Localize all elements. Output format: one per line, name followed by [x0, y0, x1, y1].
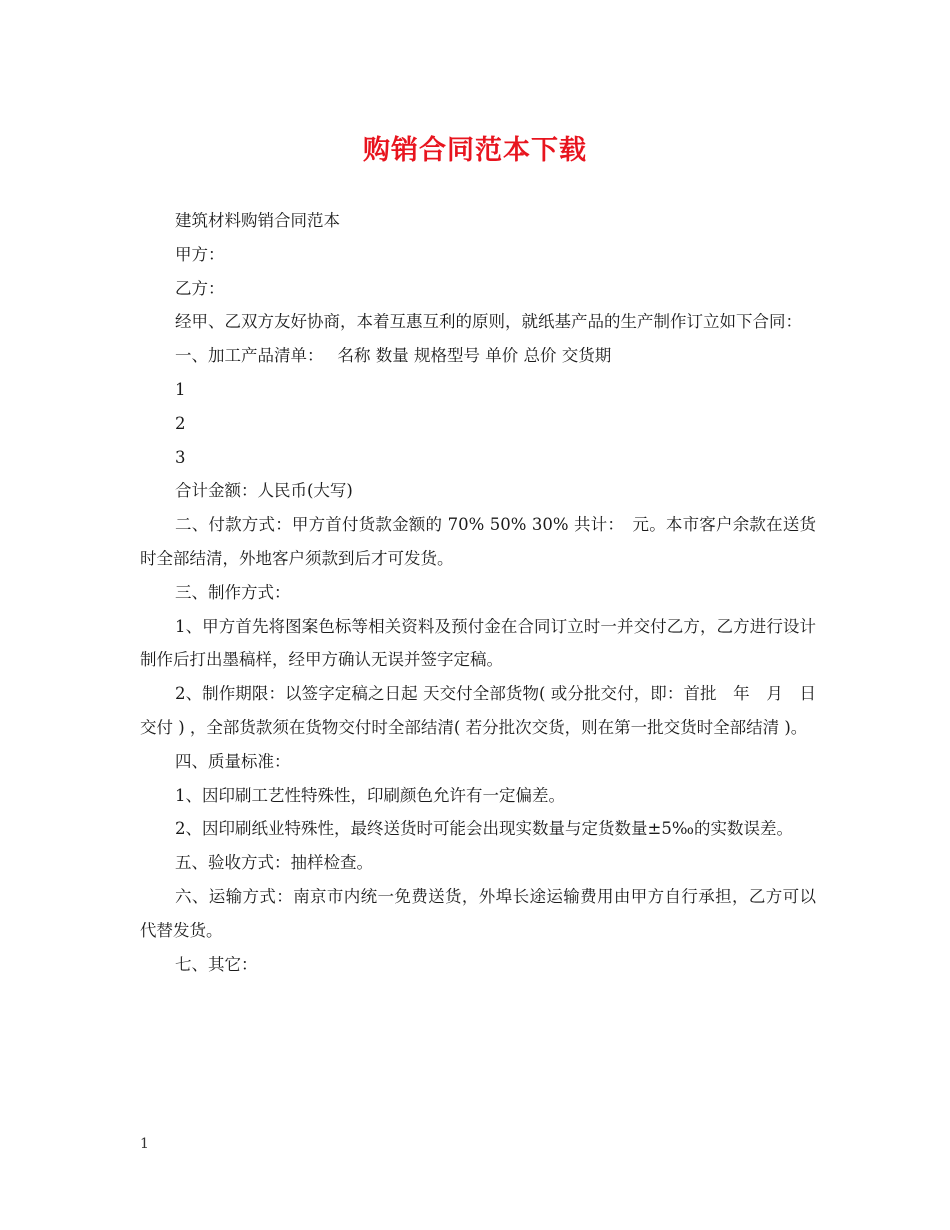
section-2-payment: 二、付款方式：甲方首付货款金额的 70% 50% 30% 共计： 元。本市客户余款在送货时全部结清，外地客户须款到后才可发货。: [140, 515, 816, 568]
product-row-1: 1: [175, 379, 186, 399]
section-6-transport: 六、运输方式：南京市内统一免费送货，外埠长途运输费用由甲方自行承担，乙方可以代替发货。: [140, 886, 816, 940]
page-number: 1: [140, 1136, 149, 1152]
section-5-inspection: 五、验收方式：抽样检查。: [175, 853, 373, 873]
section-3-item-2: 2、制作期限：以签字定稿之日起 天交付全部货物( 或分批交付，即：首批 年 月 日交付 ) ，全部货款须在货物交付时全部结清( 若分批次交货，则在第一批交货时全部结清 )。: [140, 684, 816, 737]
section-3-heading: 三、制作方式：: [175, 582, 291, 602]
section-4-heading: 四、质量标准：: [175, 751, 291, 771]
section-3-item-1: 1、甲方首先将图案色标等相关资料及预付金在合同订立时一并交付乙方，乙方进行设计制作后打出墨稿样，经甲方确认无误并签字定稿。: [140, 616, 816, 670]
document-body: [140, 204, 816, 981]
section-1-label: 一、加工产品清单：: [175, 346, 324, 366]
section-4-item-1: 1、因印刷工艺性特殊性，印刷颜色允许有一定偏差。: [175, 785, 565, 805]
section-1-heading: [140, 339, 816, 373]
total-amount-line: 合计金额：人民币(大写): [175, 481, 353, 501]
party-a-line: 甲方：: [175, 244, 225, 264]
subtitle-paragraph: 建筑材料购销合同范本: [175, 211, 340, 230]
section-4-item-2: 2、因印刷纸业特殊性，最终送货时可能会出现实数量与定货数量±5‰的实数误差。: [175, 819, 793, 839]
preamble-paragraph: 经甲、乙双方友好协商，本着互惠互利的原则，就纸基产品的生产制作订立如下合同：: [175, 312, 802, 332]
party-b-line: 乙方：: [175, 278, 225, 298]
product-row-2: 2: [175, 413, 186, 433]
product-list-columns: 名称 数量 规格型号 单价 总价 交货期: [337, 346, 612, 366]
document-title: 购销合同范本下载: [363, 135, 587, 166]
section-7-other: 七、其它：: [175, 954, 258, 974]
product-row-3: 3: [175, 447, 186, 467]
